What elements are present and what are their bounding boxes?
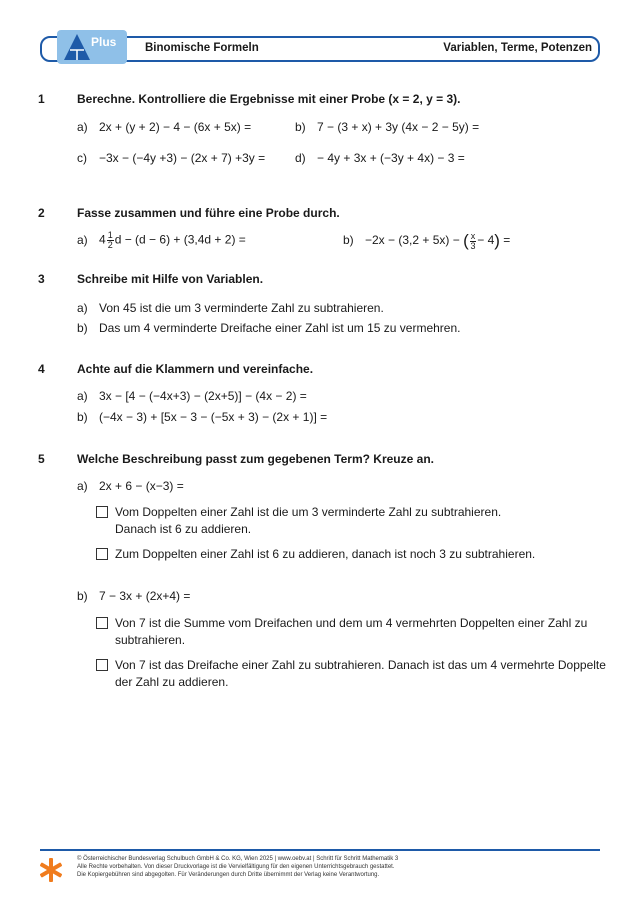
publisher-logo-icon xyxy=(38,857,64,883)
triangle-logo-icon xyxy=(63,33,91,61)
task-item xyxy=(77,410,327,424)
option-line: Von 7 ist das Dreifache einer Zahl zu subtrahieren. Danach ist das um 4 vermehrte Doppelte xyxy=(115,658,606,672)
item-label: d) xyxy=(295,151,306,165)
left-paren: ( xyxy=(463,231,469,250)
task-item xyxy=(343,231,510,251)
task-item xyxy=(77,301,384,315)
item-text: d − (d − 6) + (3,4d + 2) = xyxy=(114,232,246,247)
item-label: a) xyxy=(77,120,88,134)
task-number: 5 xyxy=(38,452,45,466)
equals-sign: = xyxy=(503,233,511,248)
task-number: 3 xyxy=(38,272,45,286)
item-label: c) xyxy=(77,151,87,165)
copyright-text xyxy=(77,855,398,879)
answer-option xyxy=(115,504,501,538)
answer-checkbox[interactable] xyxy=(96,548,108,560)
task-item xyxy=(295,120,479,134)
task-number: 2 xyxy=(38,206,45,220)
item-label: a) xyxy=(77,301,88,315)
answer-checkbox[interactable] xyxy=(96,659,108,671)
answer-option xyxy=(115,546,535,563)
task-item xyxy=(77,151,265,165)
term-text: 7 − 3x + (2x+4) = xyxy=(99,589,191,603)
item-label: b) xyxy=(77,589,88,603)
option-line: der Zahl zu addieren. xyxy=(115,675,229,689)
task-heading: Fasse zusammen und führe eine Probe durch. xyxy=(77,206,340,220)
item-label: b) xyxy=(77,410,88,424)
item-label: b) xyxy=(343,233,354,248)
fraction-numerator: x xyxy=(470,230,476,241)
plus-logo xyxy=(57,30,127,64)
fraction-denominator: 2 xyxy=(107,240,113,250)
header-chapter: Variablen, Terme, Potenzen xyxy=(443,42,592,54)
item-text: − 4y + 3x + (−3y + 4x) − 3 = xyxy=(317,151,465,165)
right-paren: ) xyxy=(494,231,500,250)
mixed-number-whole: 4 xyxy=(99,232,106,247)
item-text: −2x − (3,2 + 5x) − xyxy=(365,233,460,248)
task-number: 1 xyxy=(38,92,45,106)
answer-checkbox[interactable] xyxy=(96,617,108,629)
task-number: 4 xyxy=(38,362,45,376)
footer-line: Die Kopiergebühren sind abgegolten. Für Veränderungen durch Dritte übernimmt der Verlag keine Verantwortung. xyxy=(77,872,380,878)
option-line: Vom Doppelten einer Zahl ist die um 3 verminderte Zahl zu subtrahieren. xyxy=(115,505,502,519)
item-text: 7 − (3 + x) + 3y (4x − 2 − 5y) = xyxy=(317,120,480,134)
item-text: Von 45 ist die um 3 verminderte Zahl zu subtrahieren. xyxy=(99,301,384,315)
footer-line: © Österreichischer Bundesverlag Schulbuch GmbH & Co. KG, Wien 2025 | www.oebv.at | Schritt für Schritt Mathematik 3 xyxy=(77,856,399,862)
item-text: 3x − [4 − (−4x+3) − (2x+5)] − (4x − 2) = xyxy=(99,389,307,403)
term-line xyxy=(77,589,190,603)
task-heading: Achte auf die Klammern und vereinfache. xyxy=(77,362,314,376)
option-line: Von 7 ist die Summe vom Dreifachen und dem um 4 vermehrten Doppelten einer Zahl zu xyxy=(115,616,588,630)
task-item xyxy=(77,389,307,403)
task-heading: Schreibe mit Hilfe von Variablen. xyxy=(77,272,264,286)
item-label: b) xyxy=(295,120,306,134)
answer-option xyxy=(115,657,606,691)
footer-line: Alle Rechte vorbehalten. Von dieser Druckvorlage ist die Vervielfältigung für den eigenen Unterrichtsgebrauch gestattet. xyxy=(77,864,395,870)
fraction-numerator: 1 xyxy=(107,230,113,240)
option-line: subtrahieren. xyxy=(115,633,186,647)
task-heading: Welche Beschreibung passt zum gegebenen Term? Kreuze an. xyxy=(77,452,434,466)
fraction-denominator: 3 xyxy=(470,240,476,251)
task-item xyxy=(77,321,460,335)
option-line: Zum Doppelten einer Zahl ist 6 zu addieren, danach ist noch 3 zu subtrahieren. xyxy=(115,547,536,561)
item-text: −3x − (−4y +3) − (2x + 7) +3y = xyxy=(99,151,266,165)
task-item xyxy=(77,231,246,250)
answer-checkbox[interactable] xyxy=(96,506,108,518)
term-line xyxy=(77,479,184,493)
fraction xyxy=(470,232,477,251)
item-label: b) xyxy=(77,321,88,335)
task-item xyxy=(295,151,465,165)
answer-option xyxy=(115,615,587,649)
option-line: Danach ist 6 zu addieren. xyxy=(115,522,252,536)
item-label: a) xyxy=(77,479,88,493)
item-text: Das um 4 verminderte Dreifache einer Zahl ist um 15 zu vermehren. xyxy=(99,321,461,335)
header-topic: Binomische Formeln xyxy=(145,42,259,54)
term-text: 2x + 6 − (x−3) = xyxy=(99,479,184,493)
fraction xyxy=(107,231,114,250)
footer-divider xyxy=(40,849,600,851)
item-text: (−4x − 3) + [5x − 3 − (−5x + 3) − (2x + 1)] = xyxy=(99,410,328,424)
task-item xyxy=(77,120,251,134)
item-text: − 4 xyxy=(477,233,495,248)
logo-text: Plus xyxy=(91,35,117,49)
task-heading: Berechne. Kontrolliere die Ergebnisse mit einer Probe (x = 2, y = 3). xyxy=(77,92,461,106)
item-text: 2x + (y + 2) − 4 − (6x + 5x) = xyxy=(99,120,252,134)
item-label: a) xyxy=(77,389,88,403)
item-label: a) xyxy=(77,232,88,247)
